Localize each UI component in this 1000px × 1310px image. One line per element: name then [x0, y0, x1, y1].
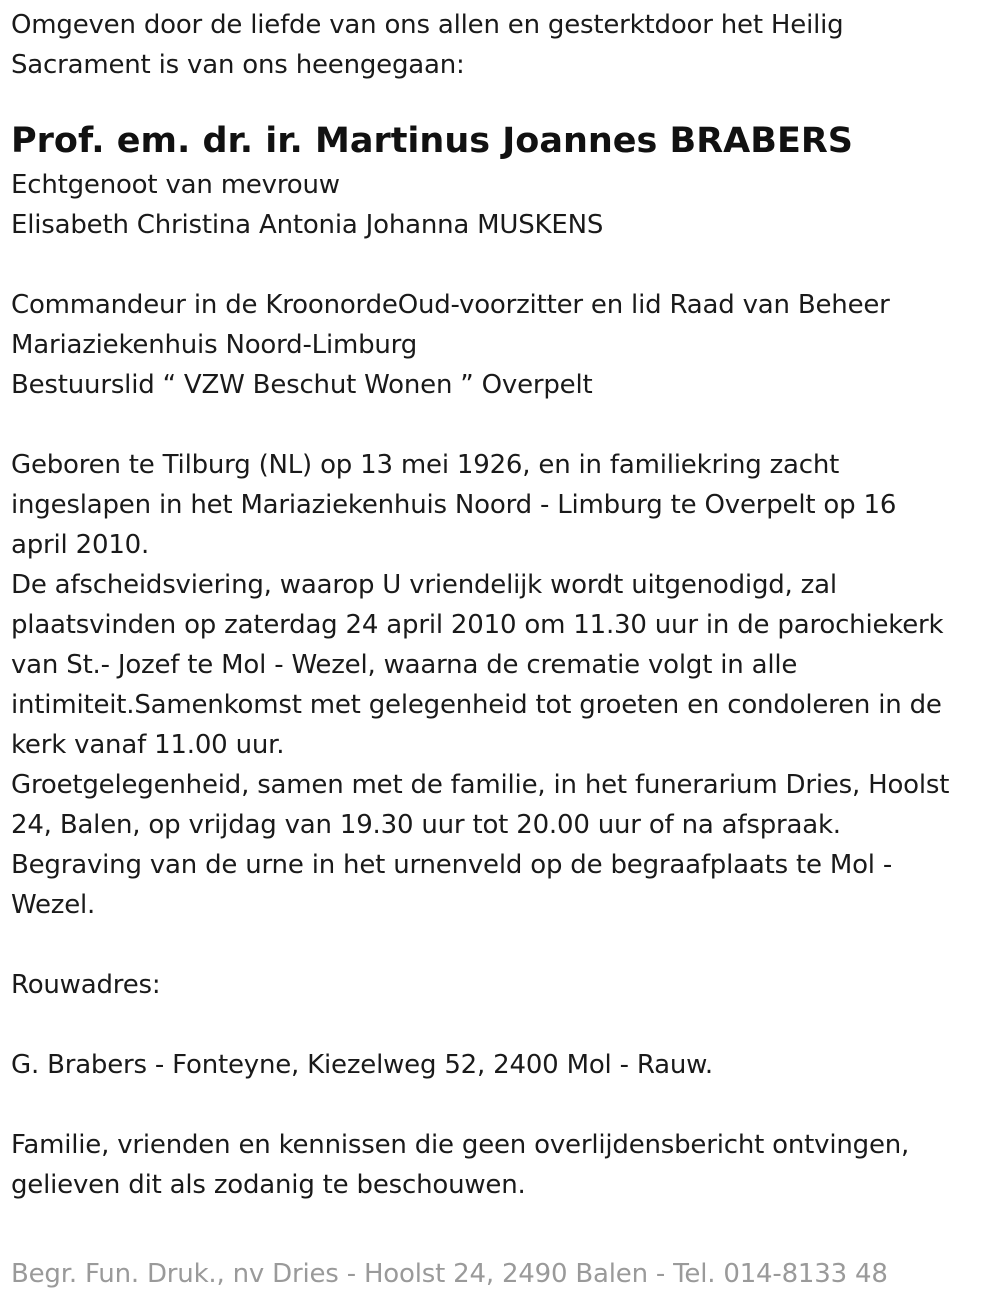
spouse-line: Echtgenoot van mevrouw — [11, 170, 340, 200]
mourning-address: G. Brabers - Fonteyne, Kiezelweg 52, 2400 Mol - Rauw. — [11, 1050, 713, 1080]
closing-line: gelieven dit als zodanig te beschouwen. — [11, 1170, 526, 1200]
title-line: Mariaziekenhuis Noord-Limburg — [11, 330, 418, 360]
titles-section — [11, 285, 996, 405]
intro-text — [11, 5, 996, 85]
details-line: Geboren te Tilburg (NL) op 13 mei 1926, en in familiekring zacht — [11, 450, 840, 480]
details-line: Wezel. — [11, 890, 96, 920]
spacer — [11, 245, 996, 285]
spouse-section — [11, 165, 996, 245]
details-line: intimiteit.Samenkomst met gelegenheid tot groeten en condoleren in de — [11, 690, 942, 720]
intro-line: Omgeven door de liefde van ons allen en gesterktdoor het Heilig — [11, 10, 844, 40]
obituary-notice — [11, 5, 996, 1205]
details-line: plaatsvinden op zaterdag 24 april 2010 om 11.30 uur in de parochiekerk — [11, 610, 944, 640]
details-line: ingeslapen in het Mariaziekenhuis Noord - Limburg te Overpelt op 16 — [11, 490, 897, 520]
spacer — [11, 1005, 996, 1045]
mourning-address-label: Rouwadres: — [11, 970, 161, 1000]
details-line: Begraving van de urne in het urnenveld op de begraafplaats te Mol - — [11, 850, 893, 880]
printer-credit: Begr. Fun. Druk., nv Dries - Hoolst 24, 2490 Balen - Tel. 014-8133 48 — [11, 1259, 888, 1289]
closing-section — [11, 1125, 996, 1205]
title-line: Bestuurslid “ VZW Beschut Wonen ” Overpelt — [11, 370, 593, 400]
spouse-line: Elisabeth Christina Antonia Johanna MUSKENS — [11, 210, 604, 240]
intro-line: Sacrament is van ons heengegaan: — [11, 50, 465, 80]
details-line: kerk vanaf 11.00 uur. — [11, 730, 285, 760]
closing-line: Familie, vrienden en kennissen die geen overlijdensbericht ontvingen, — [11, 1130, 910, 1160]
details-line: De afscheidsviering, waarop U vriendelijk wordt uitgenodigd, zal — [11, 570, 837, 600]
spacer — [11, 405, 996, 445]
details-line: 24, Balen, op vrijdag van 19.30 uur tot 20.00 uur of na afspraak. — [11, 810, 841, 840]
details-line: april 2010. — [11, 530, 150, 560]
deceased-name-heading: Prof. em. dr. ir. Martinus Joannes BRABERS — [11, 121, 854, 161]
details-line: Groetgelegenheid, samen met de familie, in het funerarium Dries, Hoolst — [11, 770, 950, 800]
title-line: Commandeur in de KroonordeOud-voorzitter en lid Raad van Beheer — [11, 290, 890, 320]
details-line: van St.- Jozef te Mol - Wezel, waarna de crematie volgt in alle — [11, 650, 798, 680]
details-section — [11, 445, 996, 925]
spacer — [11, 1085, 996, 1125]
spacer — [11, 925, 996, 965]
